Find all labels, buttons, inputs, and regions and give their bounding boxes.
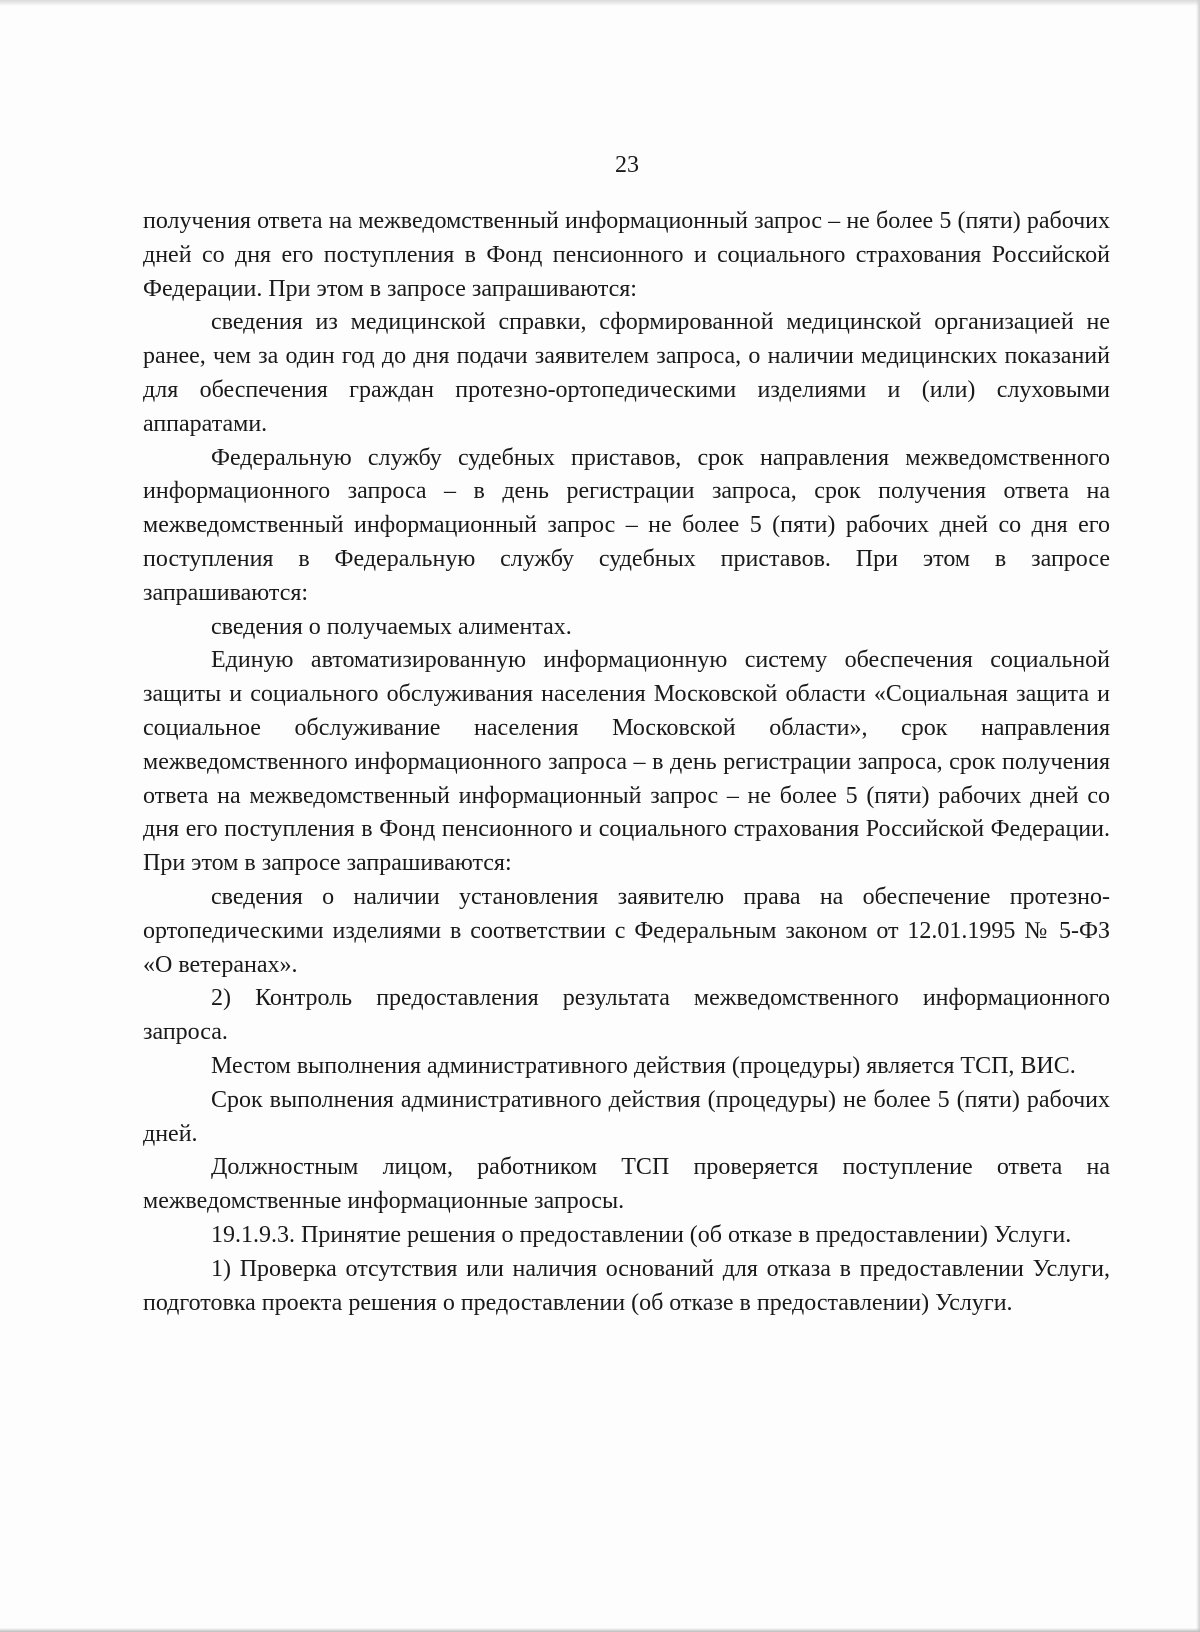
paragraph-place-of-execution: Местом выполнения административного действия (процедуры) является ТСП, ВИС. <box>211 1052 1076 1079</box>
paragraph-prosthetic-rights: сведения о наличии установления заявителю права на обеспечение протезно-ортопедическими изделиями в соответствии с Федеральным законом от 12.01.1995 № 5-ФЗ «О ветеранах». <box>143 883 1110 978</box>
scan-edge-bottom <box>0 1628 1200 1632</box>
paragraph-medical-certificate: сведения из медицинской справки, сформированной медицинской организацией не ранее, чем за один год до дня подачи заявителем запроса, о наличии медицинских показаний для обеспечения граждан протезно-ортопедическими изделиями и (или) слуховыми аппаратами. <box>143 309 1110 437</box>
document-body <box>143 205 1110 1320</box>
paragraph-section-19-1-9-3: 19.1.9.3. Принятие решения о предоставлении (об отказе в предоставлении) Услуги. <box>211 1221 1072 1248</box>
paragraph-bailiff-service: Федеральную службу судебных приставов, срок направления межведомственного информационного запроса – в день регистрации запроса, срок получения ответа на межведомственный информационный запрос – не более 5 (пяти) рабочих дней со дня его поступления в Федеральную службу судебных приставов. При этом в запросе запрашиваются: <box>143 444 1110 606</box>
paragraph-control-result: 2) Контроль предоставления результата межведомственного информационного запроса. <box>143 985 1110 1046</box>
scan-edge-top <box>0 0 1200 6</box>
paragraph-alimony-info: сведения о получаемых алиментах. <box>211 613 572 640</box>
paragraph-responsible-official: Должностным лицом, работником ТСП проверяется поступление ответа на межведомственные информационные запросы. <box>143 1154 1110 1215</box>
paragraph-verification-grounds: 1) Проверка отсутствия или наличия оснований для отказа в предоставлении Услуги, подготовка проекта решения о предоставлении (об отказе в предоставлении) Услуги. <box>143 1255 1110 1316</box>
scan-edge-right <box>1196 0 1200 1632</box>
paragraph-social-protection-system: Единую автоматизированную информационную систему обеспечения социальной защиты и социального обслуживания населения Московской области «Социальная защита и социальное обслуживание населения Московской области», срок направления межведомственного информационного запроса – в день регистрации запроса, срок получения ответа на межведомственный информационный запрос – не более 5 (пяти) рабочих дней со дня его поступления в Фонд пенсионного и социального страхования Российской Федерации. При этом в запросе запрашиваются: <box>143 647 1110 877</box>
paragraph-execution-deadline: Срок выполнения административного действия (процедуры) не более 5 (пяти) рабочих дней. <box>143 1086 1110 1147</box>
paragraph-response-deadline-pension-fund: получения ответа на межведомственный информационный запрос – не более 5 (пяти) рабочих дней со дня его поступления в Фонд пенсионного и социального страхования Российской Федерации. При этом в запросе запрашиваются: <box>143 208 1110 302</box>
page-number: 23 <box>615 152 639 178</box>
